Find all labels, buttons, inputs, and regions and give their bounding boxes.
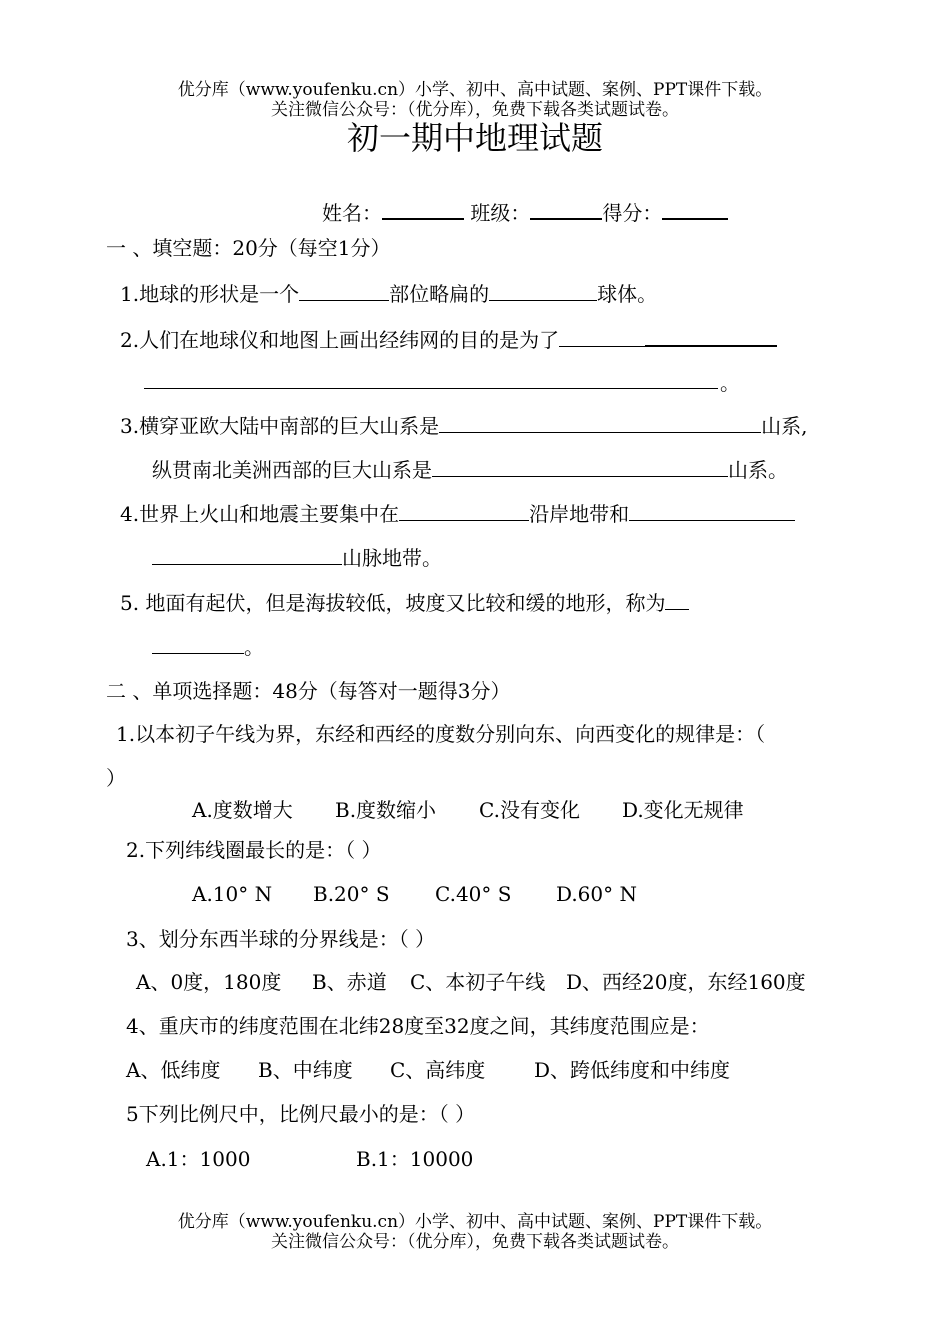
- s1-q3-text-d: 山系。: [728, 458, 788, 482]
- score-blank[interactable]: [662, 198, 728, 220]
- s1-q3-blank-2[interactable]: [432, 456, 728, 477]
- s1-q5-line1: [120, 589, 689, 616]
- s2-q3-option-c[interactable]: C、本初子午线: [410, 970, 546, 994]
- s2-q3-option-d[interactable]: D、西经20度，东经160度: [566, 970, 806, 994]
- s2-q1-stem: 1.以本初子午线为界，东经和西经的度数分别向东、向西变化的规律是：（: [116, 722, 766, 746]
- s2-q3-stem: 3、划分东西半球的分界线是：（ ）: [126, 927, 436, 951]
- s1-q5-blank-b[interactable]: [152, 633, 244, 654]
- s1-q4-blank-1[interactable]: [399, 500, 529, 521]
- name-blank[interactable]: [382, 198, 464, 220]
- s2-q1-option-b[interactable]: B.度数缩小: [335, 798, 437, 822]
- name-label: 姓名：: [322, 201, 382, 225]
- s1-q2-blank-1a[interactable]: [559, 326, 645, 347]
- s1-q3-text-c: 纵贯南北美洲西部的巨大山系是: [152, 458, 432, 482]
- s2-q4-stem: 4、重庆市的纬度范围在北纬28度至32度之间，其纬度范围应是：: [126, 1014, 710, 1038]
- s1-q1-text-a: 1.地球的形状是一个: [120, 282, 300, 306]
- s1-q2: [120, 325, 777, 353]
- s1-q3-text-b: 山系,: [761, 414, 808, 438]
- s2-q1-option-a[interactable]: A.度数增大: [192, 798, 293, 822]
- s1-q1-blank-1[interactable]: [299, 280, 389, 301]
- s1-q5-end: 。: [244, 635, 264, 659]
- section2-heading: 二 、单项选择题：48分（每答对一题得3分）: [106, 679, 511, 703]
- s1-q2-end: 。: [720, 371, 740, 395]
- footer-line-1: 优分库（www.youfenku.cn）小学、初中、高中试题、案例、PPT课件下载。: [177, 1212, 773, 1232]
- s1-q3-line2: [152, 456, 788, 483]
- s2-q2-stem: 2.下列纬线圈最长的是：（ ）: [126, 838, 382, 862]
- s1-q4-blank-2b[interactable]: [152, 544, 342, 565]
- s2-q4-option-c[interactable]: C、高纬度: [390, 1058, 486, 1082]
- s1-q5-blank-a[interactable]: [665, 589, 689, 610]
- s1-q4-blank-2a[interactable]: [629, 500, 795, 521]
- s2-q2-option-b[interactable]: B.20° S: [313, 882, 390, 906]
- s1-q2-blank-2[interactable]: [144, 388, 718, 389]
- s2-q3-option-b[interactable]: B、赤道: [312, 970, 387, 994]
- header-line-2: 关注微信公众号：（优分库），免费下载各类试题试卷。: [271, 100, 679, 120]
- s2-q1-option-c[interactable]: C.没有变化: [479, 798, 580, 822]
- section1-heading: 一 、填空题：20分（每空1分）: [106, 236, 391, 260]
- s1-q4-text-a: 4.世界上火山和地震主要集中在: [120, 502, 400, 526]
- score-label: 得分：: [602, 201, 663, 225]
- s2-q2-option-a[interactable]: A.10° N: [192, 882, 273, 906]
- class-label: 班级：: [470, 201, 531, 225]
- s1-q4-text-c: 山脉地带。: [342, 546, 442, 570]
- class-blank[interactable]: [530, 198, 602, 220]
- s2-q1-close: ）: [106, 766, 126, 790]
- s1-q3-line1: [120, 412, 807, 439]
- s2-q2-option-d[interactable]: D.60° N: [556, 882, 637, 906]
- s1-q3-blank-1[interactable]: [439, 412, 761, 433]
- footer-line-2: 关注微信公众号：（优分库），免费下载各类试题试卷。: [271, 1232, 679, 1252]
- s2-q2-option-c[interactable]: C.40° S: [435, 882, 512, 906]
- s2-q5-option-a[interactable]: A.1：1000: [146, 1147, 251, 1171]
- s2-q1-option-d[interactable]: D.变化无规律: [622, 798, 744, 822]
- s1-q3-text-a: 3.横穿亚欧大陆中南部的巨大山系是: [120, 414, 440, 438]
- student-info: [322, 198, 728, 226]
- s2-q5-option-b[interactable]: B.1：10000: [356, 1147, 474, 1171]
- s1-q1-text-c: 球体。: [597, 282, 658, 306]
- s1-q5-text: 5. 地面有起伏，但是海拔较低，坡度又比较和缓的地形，称为: [120, 591, 666, 615]
- s2-q3-option-a[interactable]: A、0度，180度: [136, 970, 282, 994]
- s1-q4-text-b: 沿岸地带和: [529, 502, 630, 526]
- s1-q1-blank-2[interactable]: [489, 280, 597, 301]
- s2-q5-stem: 5下列比例尺中，比例尺最小的是：（ ）: [126, 1102, 476, 1126]
- header-line-1: 优分库（www.youfenku.cn）小学、初中、高中试题、案例、PPT课件下载。: [177, 80, 773, 100]
- s1-q5-line2: [152, 633, 264, 660]
- s1-q2-blank-1b[interactable]: [645, 325, 777, 347]
- page-title: 初一期中地理试题: [346, 119, 603, 157]
- s1-q4-line2: [152, 544, 442, 571]
- s1-q1-text-b: 部位略扁的: [389, 282, 490, 306]
- s1-q4-line1: [120, 500, 795, 527]
- s1-q1: [120, 280, 657, 307]
- s2-q4-option-d[interactable]: D、跨低纬度和中纬度: [534, 1058, 731, 1082]
- s2-q4-option-a[interactable]: A、低纬度: [126, 1058, 221, 1082]
- s2-q4-option-b[interactable]: B、中纬度: [258, 1058, 353, 1082]
- s1-q2-text: 2.人们在地球仪和地图上画出经纬网的目的是为了: [120, 328, 560, 352]
